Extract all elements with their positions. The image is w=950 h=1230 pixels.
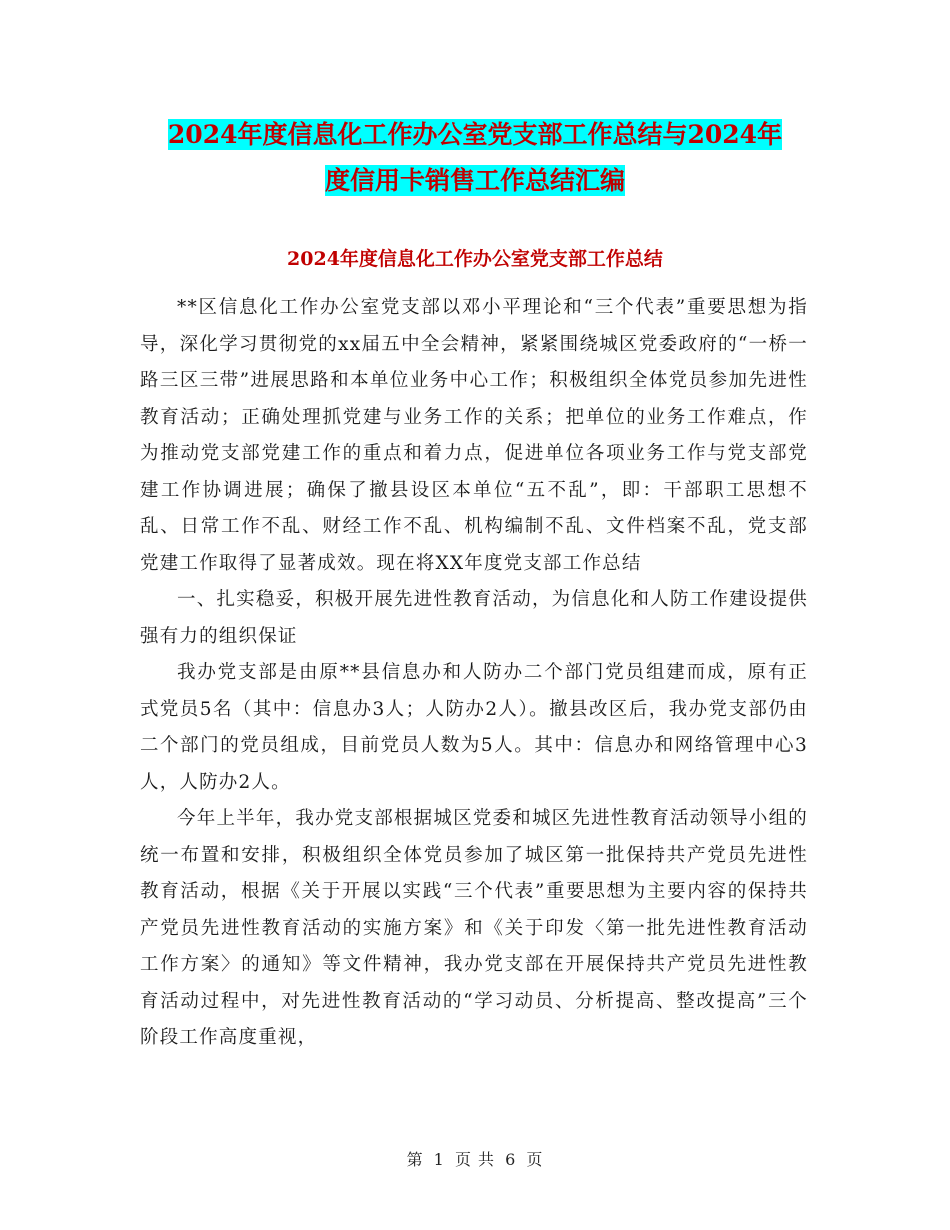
section-title: 2024年度信息化工作办公室党支部工作总结 <box>287 248 663 270</box>
footer-page-number: 1 <box>433 1150 445 1169</box>
title-line-1: 2024年度信息化工作办公室党支部工作总结与2024年 <box>167 120 783 149</box>
document-body <box>140 290 808 1057</box>
footer-suffix: 页 <box>526 1150 544 1169</box>
document-title <box>140 112 810 204</box>
paragraph-intro: **区信息化工作办公室党支部以邓小平理论和“三个代表”重要思想为指导，深化学习贯彻党的xx届五中全会精神，紧紧围绕城区党委政府的“一桥一路三区三带”进展思路和本单位业务中心工作；积极组织全体党员参加先进性教育活动；正确处理抓党建与业务工作的关系；把单位的业务工作难点，作为推动党支部党建工作的重点和着力点，促进单位各项业务工作与党支部党建工作协调进展；确保了撤县设区本单位“五不乱”，即：干部职工思想不乱、日常工作不乱、财经工作不乱、机构编制不乱、文件档案不乱，党支部党建工作取得了显著成效。现在将XX年度党支部工作总结 <box>140 297 808 574</box>
footer-prefix: 第 <box>406 1150 424 1169</box>
paragraph-heading-1: 一、扎实稳妥，积极开展先进性教育活动，为信息化和人防工作建设提供强有力的组织保证 <box>140 589 808 647</box>
page-footer <box>0 1147 950 1170</box>
footer-middle: 页 共 <box>454 1150 496 1169</box>
paragraph-3: 今年上半年，我办党支部根据城区党委和城区先进性教育活动领导小组的统一布置和安排，积极组织全体党员参加了城区第一批保持共产党员先进性教育活动，根据《关于开展以实践“三个代表”重要思想为主要内容的保持共产党员先进性教育活动的实施方案》和《关于印发〈第一批先进性教育活动工作方案〉的通知》等文件精神，我办党支部在开展保持共产党员先进性教育活动过程中，对先进性教育活动的“学习动员、分析提高、整改提高”三个阶段工作高度重视， <box>140 808 808 1048</box>
paragraph-2: 我办党支部是由原**县信息办和人防办二个部门党员组建而成，原有正式党员5名（其中：信息办3人；人防办2人）。撤县改区后，我办党支部仍由二个部门的党员组成，目前党员人数为5人。其中：信息办和网络管理中心3人，人防办2人。 <box>140 662 808 793</box>
footer-total-pages: 6 <box>505 1150 517 1169</box>
title-line-2: 度信用卡销售工作总结汇编 <box>324 166 625 195</box>
